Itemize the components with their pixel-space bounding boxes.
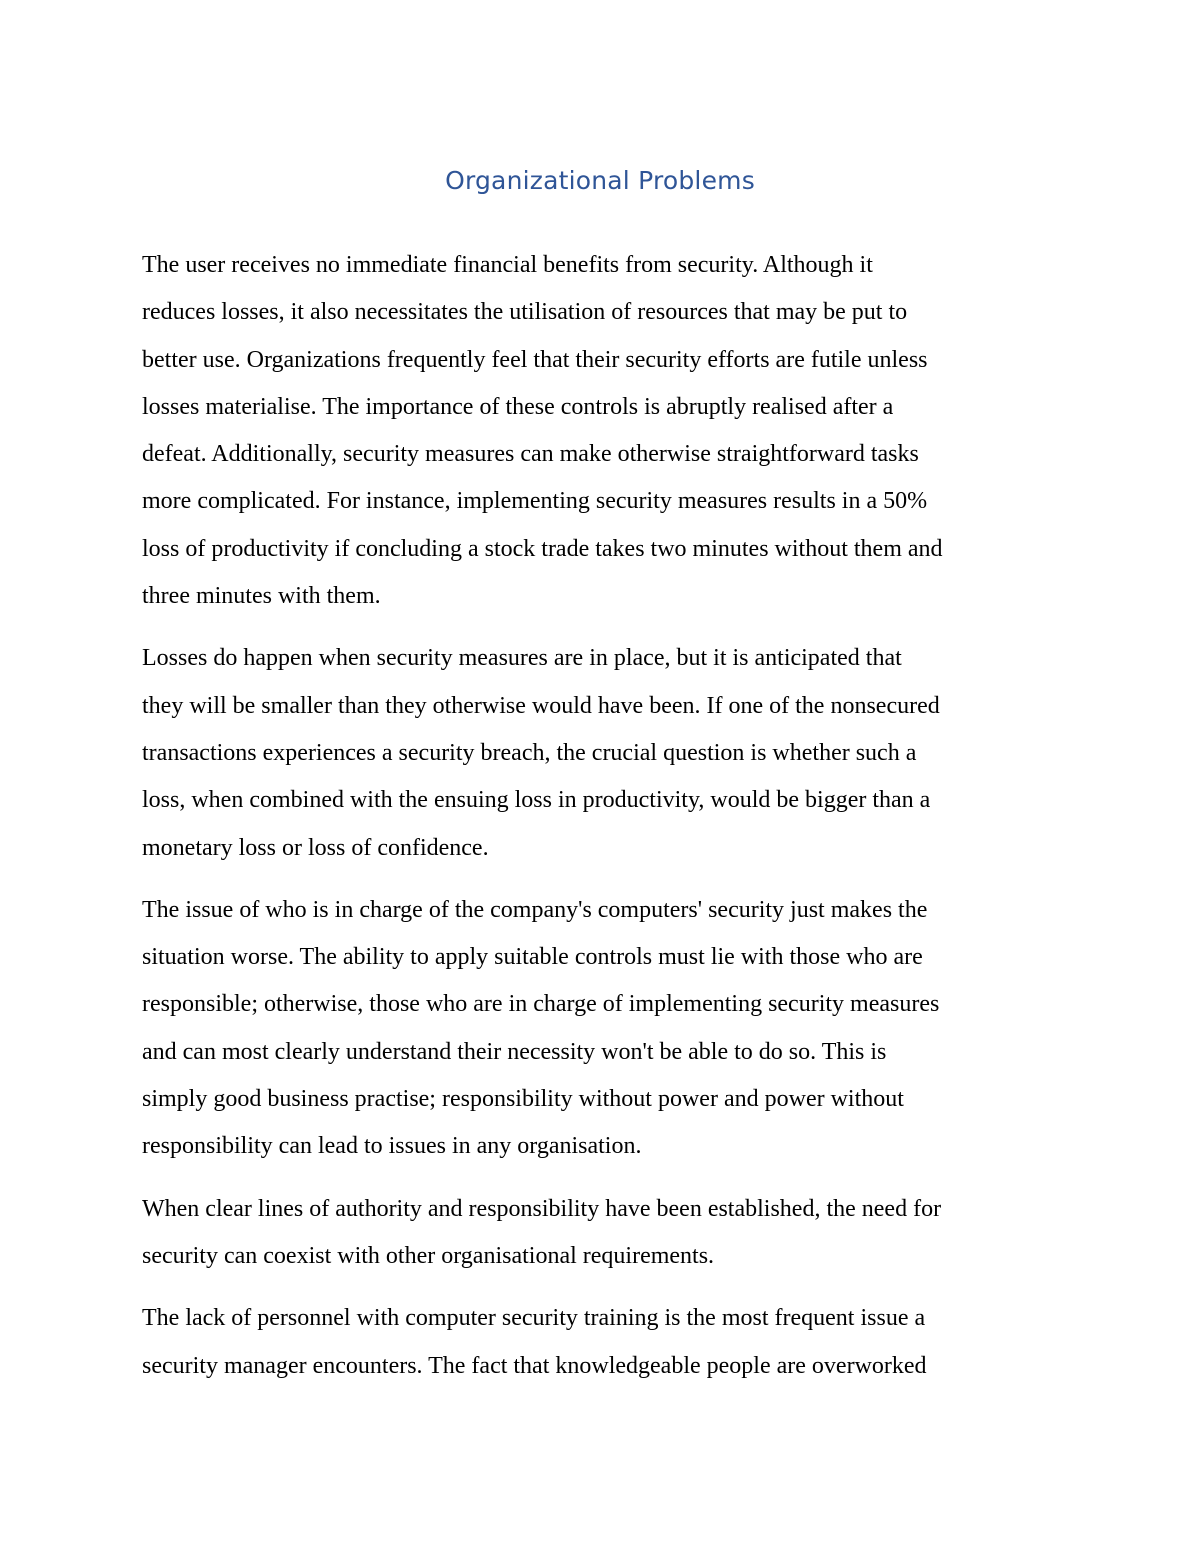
paragraph: [142, 242, 1062, 620]
text-line: The user receives no immediate financial benefits from security. Although it: [142, 252, 873, 278]
text-line: monetary loss or loss of confidence.: [142, 834, 489, 861]
text-line: simply good business practise; responsibility without power and power without: [142, 1086, 904, 1113]
text-line: responsible; otherwise, those who are in charge of implementing security measures: [142, 991, 940, 1018]
text-line: transactions experiences a security breach, the crucial question is whether such a: [142, 739, 917, 766]
text-line: and can most clearly understand their necessity won't be able to do so. This is: [142, 1038, 887, 1065]
text-line: security manager encounters. The fact that knowledgeable people are overworked: [142, 1352, 927, 1379]
text-line: The lack of personnel with computer security training is the most frequent issue a: [142, 1305, 926, 1332]
paragraph: [142, 1186, 1062, 1281]
text-line: Losses do happen when security measures are in place, but it is anticipated that: [142, 645, 902, 672]
text-line: defeat. Additionally, security measures can make otherwise straightforward tasks: [142, 441, 919, 468]
text-line: security can coexist with other organisational requirements.: [142, 1242, 715, 1269]
text-line: loss of productivity if concluding a stock trade takes two minutes without them and: [142, 535, 943, 562]
text-line: more complicated. For instance, implementing security measures results in a 50%: [142, 488, 928, 515]
paragraph: [142, 887, 1062, 1171]
text-line: When clear lines of authority and responsibility have been established, the need for: [142, 1195, 942, 1222]
text-line: responsibility can lead to issues in any organisation.: [142, 1133, 642, 1160]
text-line: loss, when combined with the ensuing loss in productivity, would be bigger than a: [142, 787, 931, 814]
text-line: situation worse. The ability to apply suitable controls must lie with those who are: [142, 944, 923, 971]
text-line: losses materialise. The importance of these controls is abruptly realised after a: [142, 393, 894, 420]
paragraph: [142, 1295, 1062, 1390]
text-line: reduces losses, it also necessitates the utilisation of resources that may be put to: [142, 299, 908, 326]
document-title: Organizational Problems: [445, 166, 755, 195]
text-line: The issue of who is in charge of the company's computers' security just makes the: [142, 896, 928, 923]
document-body: [142, 242, 1062, 1405]
paragraph: [142, 635, 1062, 871]
text-line: better use. Organizations frequently feel that their security efforts are futile unless: [142, 346, 928, 373]
text-line: three minutes with them.: [142, 583, 381, 610]
text-line: they will be smaller than they otherwise would have been. If one of the nonsecured: [142, 692, 940, 719]
